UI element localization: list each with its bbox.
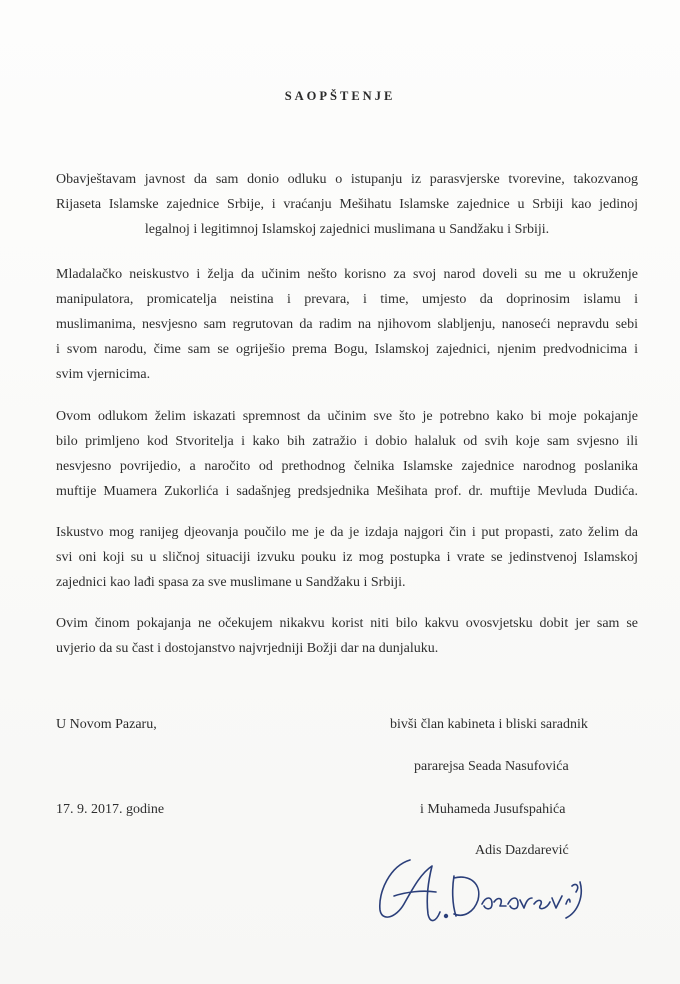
paragraph-line: muslimanima, nesvjesno sam regrutovan da radim na njihovom slabljenju, nanoseći nepravdu sebi: [56, 317, 638, 332]
paragraph-line: Obavještavam javnost da sam donio odluku o istupanju iz parasvjerske tvorevine, takozvanog: [56, 172, 638, 187]
document-title: SAOPŠTENJE: [284, 89, 396, 103]
paragraph-line: Mladalačko neiskustvo i želja da učinim nešto korisno za svoj narod doveli su me u okruženje: [56, 267, 638, 282]
paragraph-line: i svom narodu, čime sam se ogriješio prema Bogu, Islamskoj zajednici, njenim predvodnicima i: [56, 342, 638, 357]
paragraph-3: [56, 404, 638, 504]
paragraph-4: [56, 520, 638, 595]
paragraph-line: manipulatora, promicatelja neistina i prevara, i time, umjesto da doprinosim islamu i: [56, 292, 638, 307]
paragraph-line: uvjerio da su čast i dostojanstvo najvrjedniji Božji dar na dunjaluku.: [56, 641, 439, 656]
paragraph-line: legalnoj i legitimnoj Islamskoj zajednici muslimana u Sandžaku i Srbiji.: [144, 222, 550, 237]
date-label: 17. 9. 2017. godine: [56, 802, 165, 817]
place-label: U Novom Pazaru,: [56, 717, 157, 732]
paragraph-line: nesvjesno povrijedio, a naročito od prethodnog čelnika Islamske zajednice narodnog poslanika: [56, 459, 638, 474]
signer-role-line-2: pararejsa Seada Nasufovića: [414, 759, 569, 774]
paragraph-line: zajednici kao lađi spasa za sve muslimane u Sandžaku i Srbiji.: [56, 575, 406, 590]
paragraph-line: Iskustvo mog ranijeg djeovanja poučilo me je da je izdaja najgori čin i put propasti, zato želim da: [56, 525, 638, 540]
paragraph-5: [56, 611, 638, 661]
paragraph-line: Rijaseta Islamske zajednice Srbije, i vraćanju Mešihatu Islamske zajednice u Srbiji kao jedinoj: [56, 197, 638, 212]
handwritten-signature: [370, 852, 590, 932]
paragraph-2: [56, 262, 638, 387]
paragraph-line: muftije Muamera Zukorlića i sadašnjeg predsjednika Mešihata prof. dr. muftije Mevluda Dudića.: [56, 484, 638, 499]
paragraph-line: svi oni koji su u sličnoj situaciji izvuku pouku iz mog postupka i vrate se jedinstvenoj Islamskoj: [56, 550, 638, 565]
signer-role-line-3: i Muhameda Jusufspahića: [420, 802, 566, 817]
signer-name: Adis Dazdarević: [475, 843, 569, 858]
paragraph-line: Ovom odlukom želim iskazati spremnost da učinim sve što je potrebno kako bi moje pokajanje: [56, 409, 638, 424]
paragraph-line: Ovim činom pokajanja ne očekujem nikakvu korist niti bilo kakvu ovosvjetsku dobit jer sam se: [56, 616, 638, 631]
paragraph-1: [56, 167, 638, 242]
paragraph-line: svim vjernicima.: [56, 367, 151, 382]
signer-role-line-1: bivši član kabineta i bliski saradnik: [390, 717, 588, 732]
paragraph-line: bilo primljeno kod Stvoritelja i kako bih zatražio i dobio halaluk od svih koje sam svjesno ili: [56, 434, 638, 449]
